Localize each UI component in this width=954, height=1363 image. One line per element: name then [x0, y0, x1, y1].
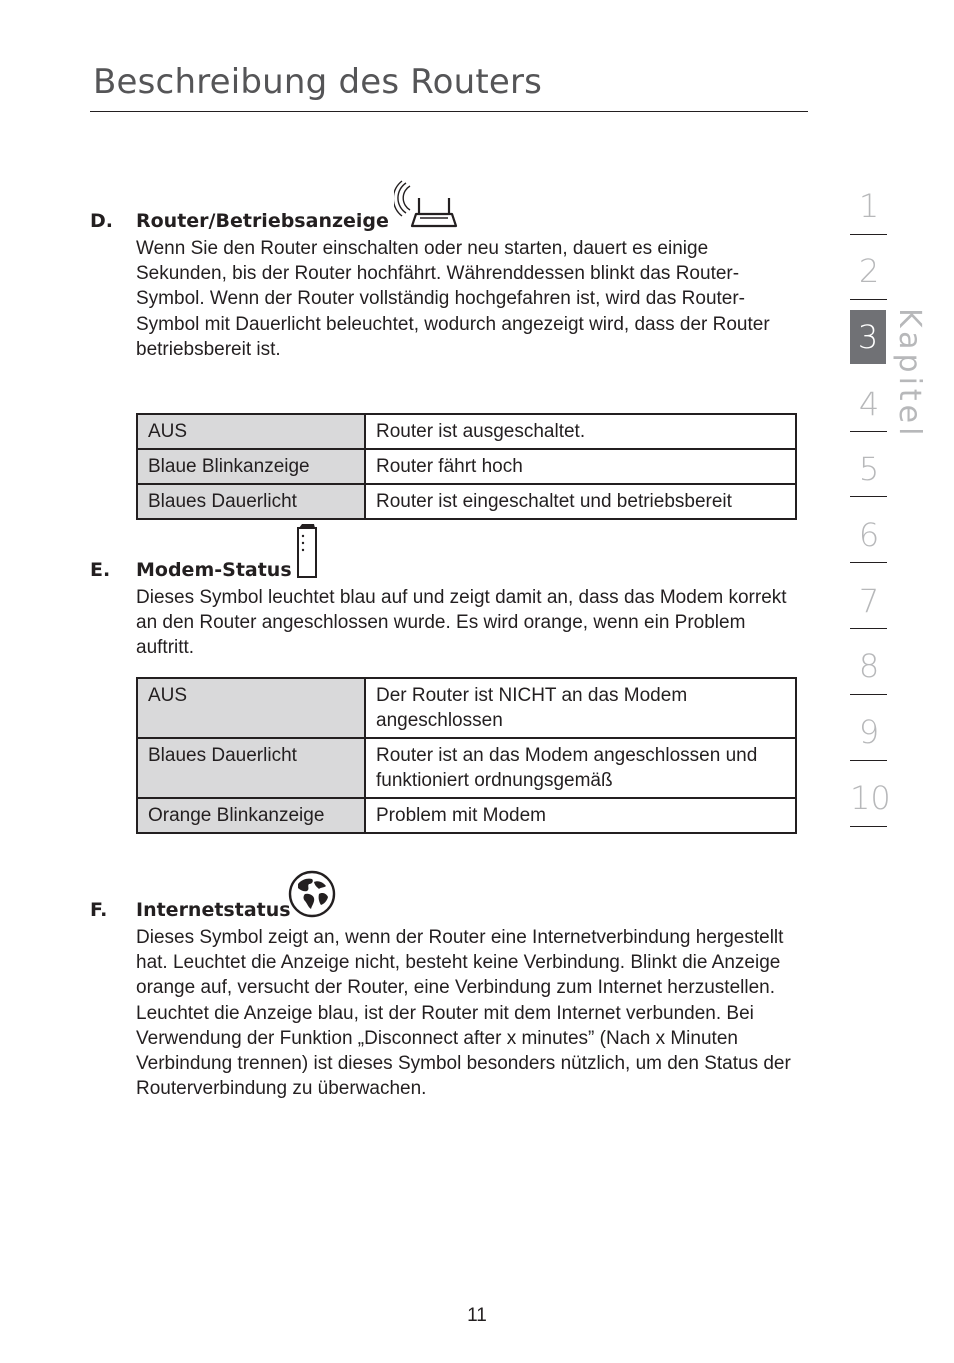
meaning-cell: Der Router ist NICHT an das Modem angeschlossen [365, 678, 796, 738]
table-row [137, 798, 796, 833]
chapter-4[interactable]: 4 [858, 385, 880, 423]
chapter-2[interactable]: 2 [858, 252, 880, 290]
chapter-8[interactable]: 8 [858, 647, 880, 685]
chapter-divider [850, 562, 887, 563]
section-heading: Internetstatus [136, 899, 291, 921]
chapter-divider [850, 299, 887, 300]
section-letter: F. [90, 899, 108, 921]
modem-icon [294, 522, 320, 580]
chapter-divider [850, 826, 887, 827]
state-cell: Blaues Dauerlicht [137, 484, 365, 519]
chapter-7[interactable]: 7 [858, 582, 880, 620]
table-row [137, 414, 796, 449]
meaning-cell: Router fährt hoch [365, 449, 796, 484]
chapter-divider [850, 234, 887, 235]
state-cell: Blaue Blinkanzeige [137, 449, 365, 484]
page-number: 11 [467, 1305, 487, 1326]
table-row [137, 738, 796, 798]
section-internet-status [90, 899, 800, 1101]
meaning-cell: Router ist an das Modem angeschlossen und funktioniert ordnungsgemäß [365, 738, 796, 798]
section-router-status [90, 210, 800, 362]
section-heading: Modem-Status [136, 559, 292, 581]
chapter-9[interactable]: 9 [858, 713, 880, 751]
table-row [137, 484, 796, 519]
state-cell: AUS [137, 414, 365, 449]
meaning-cell: Problem mit Modem [365, 798, 796, 833]
page-title: Beschreibung des Routers [93, 62, 543, 102]
chapter-divider [850, 760, 887, 761]
title-rule [90, 111, 808, 112]
section-text: Wenn Sie den Router einschalten oder neu starten, dauert es einige Sekunden, bis der Router hochfährt. Währenddessen blinkt das Router-Symbol. Wenn der Router vollständig hochgefahren ist, wird das Router-Symbol mit Dauerlicht beleuchtet, wodurch angezeigt wird, dass der Router betriebsbereit ist. [136, 238, 770, 360]
section-letter: D. [90, 210, 113, 232]
chapter-divider [850, 694, 887, 695]
chapter-divider [850, 431, 887, 432]
section-modem-status [90, 559, 800, 661]
meaning-cell: Router ist eingeschaltet und betriebsbereit [365, 484, 796, 519]
table-row [137, 678, 796, 738]
chapter-3[interactable]: 3 [850, 310, 886, 364]
chapter-10[interactable]: 10 [850, 779, 891, 817]
globe-icon [288, 870, 336, 918]
chapter-5[interactable]: 5 [858, 450, 880, 488]
state-cell: Blaues Dauerlicht [137, 738, 365, 798]
meaning-cell: Router ist ausgeschaltet. [365, 414, 796, 449]
section-text: Dieses Symbol leuchtet blau auf und zeigt damit an, dass das Modem korrekt an den Router angeschlossen wurde. Es wird orange, wenn ein Problem auftritt. [136, 587, 787, 659]
table-row [137, 449, 796, 484]
chapter-6[interactable]: 6 [858, 516, 880, 554]
router-status-table [136, 413, 797, 520]
state-cell: AUS [137, 678, 365, 738]
section-letter: E. [90, 559, 111, 581]
state-cell: Orange Blinkanzeige [137, 798, 365, 833]
chapter-1[interactable]: 1 [858, 187, 880, 225]
chapter-divider [850, 496, 887, 497]
section-heading: Router/Betriebsanzeige [136, 210, 389, 232]
modem-status-table [136, 677, 797, 834]
chapter-divider [850, 628, 887, 629]
chapter-label: Kapitel [892, 308, 927, 440]
section-text: Dieses Symbol zeigt an, wenn der Router eine Internetverbindung hergestellt hat. Leuchtet die Anzeige nicht, besteht keine Verbindung. Blinkt die Anzeige orange auf, versucht der Router, eine Verbindung zum Internet herzustellen. Leuchtet die Anzeige blau, ist der Router mit dem Internet verbunden. Bei Verwendung der Funktion „Disconnect after x minutes” (Nach x Minuten Verbindung trennen) ist dieses Symbol besonders nützlich, um den Status der Routerverbindung zu überwachen. [136, 927, 791, 1100]
router-icon [394, 180, 464, 232]
